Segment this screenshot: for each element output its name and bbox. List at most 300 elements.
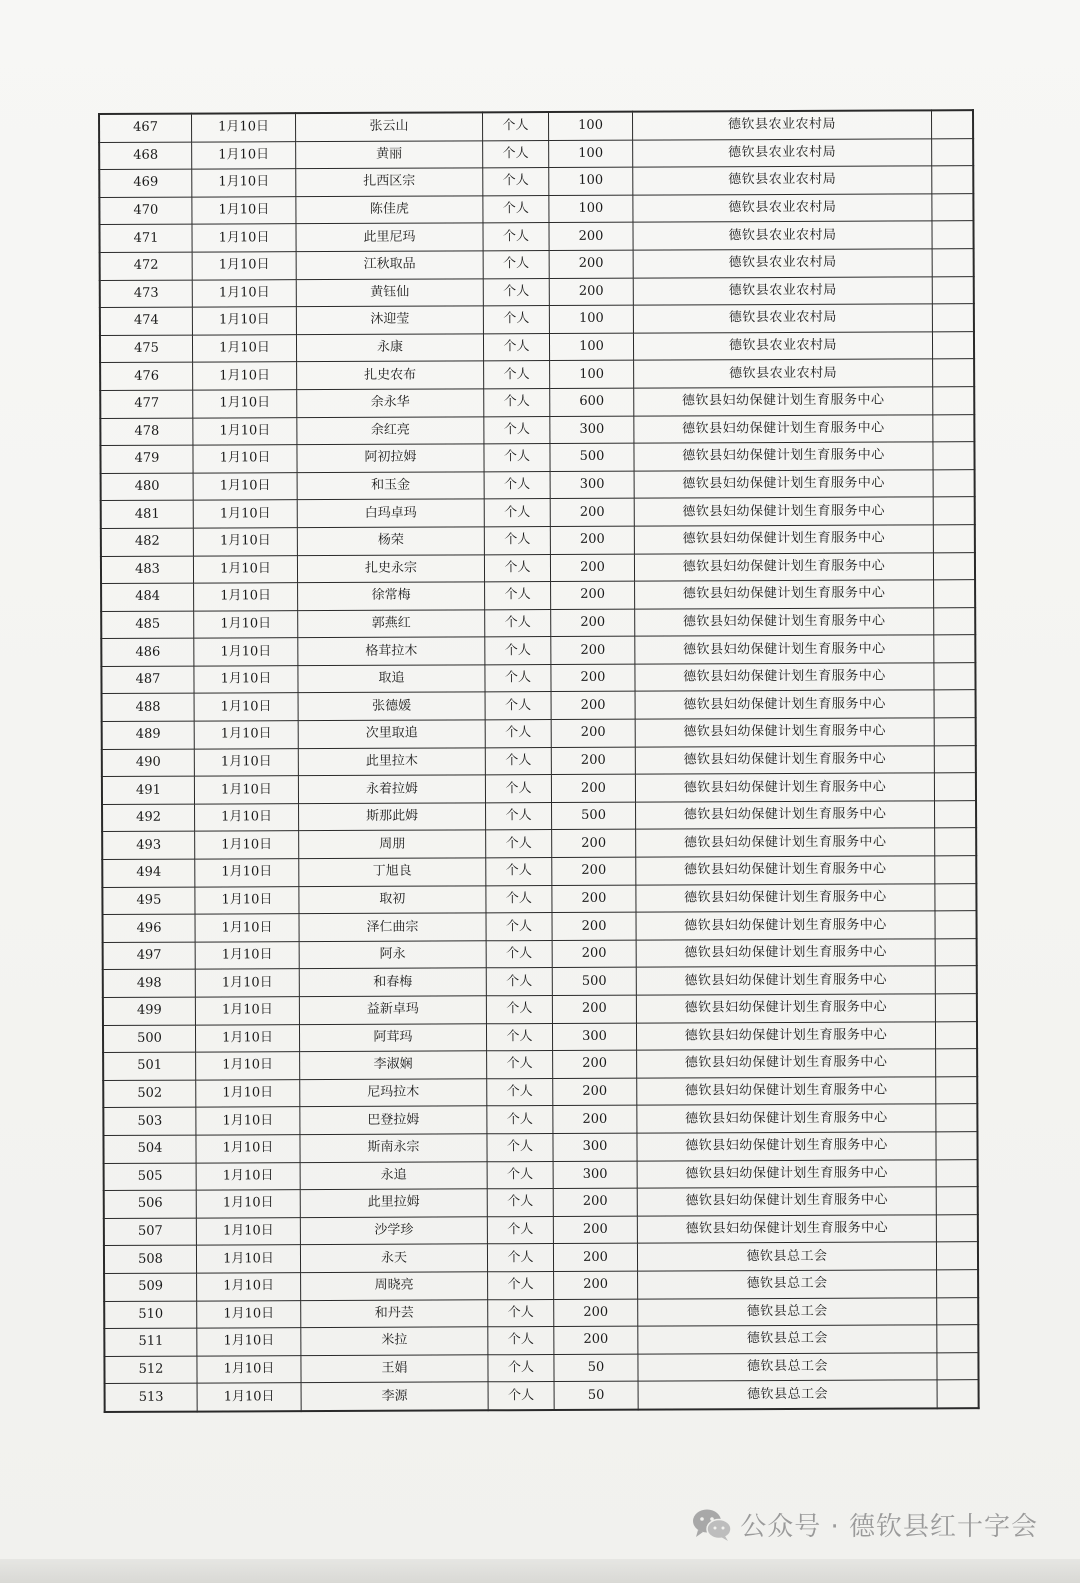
donor-organization: 德钦县农业农村局 bbox=[633, 304, 932, 333]
row-date: 1月10日 bbox=[193, 555, 297, 583]
row-note bbox=[932, 249, 974, 277]
donation-amount: 200 bbox=[551, 581, 635, 609]
donor-type: 个人 bbox=[485, 747, 551, 775]
row-note bbox=[934, 773, 976, 801]
row-date: 1月10日 bbox=[195, 886, 299, 914]
donor-name: 徐常梅 bbox=[298, 582, 485, 610]
donor-type: 个人 bbox=[486, 802, 552, 830]
donor-type: 个人 bbox=[487, 1161, 553, 1189]
donor-name: 江秋取品 bbox=[296, 251, 483, 279]
row-number: 506 bbox=[104, 1190, 197, 1218]
row-date: 1月10日 bbox=[193, 362, 297, 390]
table-row bbox=[100, 442, 974, 473]
donation-amount: 100 bbox=[549, 333, 633, 361]
donor-name: 白玛卓玛 bbox=[297, 499, 484, 527]
donor-type: 个人 bbox=[488, 1299, 554, 1327]
donor-type: 个人 bbox=[484, 416, 550, 444]
donor-organization: 德钦县妇幼保健计划生育服务中心 bbox=[636, 994, 935, 1023]
donor-name: 扎史永宗 bbox=[297, 554, 484, 582]
table-row bbox=[99, 138, 973, 169]
row-number: 499 bbox=[103, 997, 196, 1025]
donor-organization: 德钦县妇幼保健计划生育服务中心 bbox=[635, 746, 934, 775]
table-row bbox=[100, 387, 974, 418]
table-row bbox=[100, 304, 974, 335]
row-number: 479 bbox=[100, 445, 193, 473]
row-note bbox=[934, 607, 976, 635]
donor-name: 陈佳虎 bbox=[296, 196, 483, 224]
table-row bbox=[102, 690, 976, 721]
donor-name: 和春梅 bbox=[299, 968, 486, 996]
donor-type: 个人 bbox=[487, 1244, 553, 1272]
row-number: 476 bbox=[100, 362, 193, 390]
donor-organization: 德钦县妇幼保健计划生育服务中心 bbox=[634, 387, 933, 416]
row-note bbox=[936, 1076, 978, 1104]
donor-organization: 德钦县妇幼保健计划生育服务中心 bbox=[636, 828, 935, 857]
row-note bbox=[936, 1214, 978, 1242]
row-date: 1月10日 bbox=[196, 1079, 300, 1107]
row-number: 501 bbox=[103, 1052, 196, 1080]
donor-organization: 德钦县妇幼保健计划生育服务中心 bbox=[635, 718, 934, 747]
donor-name: 沙学珍 bbox=[300, 1217, 487, 1245]
table-row bbox=[101, 663, 975, 694]
donor-name: 郭燕红 bbox=[298, 610, 485, 638]
donation-amount: 600 bbox=[550, 388, 634, 416]
row-note bbox=[934, 718, 976, 746]
donor-organization: 德钦县农业农村局 bbox=[632, 110, 931, 139]
row-date: 1月10日 bbox=[194, 638, 298, 666]
row-date: 1月10日 bbox=[196, 1162, 300, 1190]
donor-type: 个人 bbox=[485, 775, 551, 803]
row-date: 1月10日 bbox=[196, 1245, 300, 1273]
row-number: 511 bbox=[104, 1328, 197, 1356]
row-note bbox=[932, 166, 974, 194]
table-row bbox=[104, 1187, 978, 1218]
donor-organization: 德钦县农业农村局 bbox=[633, 138, 932, 167]
donor-name: 余永华 bbox=[297, 389, 484, 417]
donor-type: 个人 bbox=[488, 1354, 554, 1382]
row-note bbox=[937, 1352, 979, 1380]
row-date: 1月10日 bbox=[196, 1107, 300, 1135]
donor-organization: 德钦县妇幼保健计划生育服务中心 bbox=[635, 635, 934, 664]
donation-amount: 200 bbox=[549, 278, 633, 306]
row-note bbox=[933, 552, 975, 580]
donor-organization: 德钦县妇幼保健计划生育服务中心 bbox=[636, 1021, 935, 1050]
table-row bbox=[103, 1049, 977, 1080]
donation-amount: 300 bbox=[553, 1133, 637, 1161]
donor-name: 张德媛 bbox=[298, 692, 485, 720]
donor-name: 格茸拉木 bbox=[298, 637, 485, 665]
table-row bbox=[100, 331, 974, 362]
scan-edge bbox=[0, 1559, 1080, 1583]
row-number: 512 bbox=[104, 1356, 197, 1384]
table-row bbox=[103, 1076, 977, 1107]
donation-amount: 200 bbox=[554, 1271, 638, 1299]
row-number: 492 bbox=[102, 804, 195, 832]
donation-amount: 200 bbox=[553, 1078, 637, 1106]
donor-organization: 德钦县妇幼保健计划生育服务中心 bbox=[636, 856, 935, 885]
row-date: 1月10日 bbox=[195, 941, 299, 969]
donor-type: 个人 bbox=[483, 168, 549, 196]
donor-organization: 德钦县农业农村局 bbox=[633, 332, 932, 361]
donor-organization: 德钦县总工会 bbox=[638, 1325, 937, 1354]
donor-type: 个人 bbox=[483, 195, 549, 223]
donation-amount: 200 bbox=[551, 719, 635, 747]
table-row bbox=[101, 552, 975, 583]
donor-type: 个人 bbox=[487, 1051, 553, 1079]
donor-organization: 德钦县妇幼保健计划生育服务中心 bbox=[634, 414, 933, 443]
table-row bbox=[102, 801, 976, 832]
donor-type: 个人 bbox=[485, 637, 551, 665]
table-row bbox=[102, 773, 976, 804]
row-note bbox=[933, 414, 975, 442]
row-number: 485 bbox=[101, 611, 194, 639]
row-number: 503 bbox=[103, 1107, 196, 1135]
table-row bbox=[100, 249, 974, 280]
donor-type: 个人 bbox=[486, 1023, 552, 1051]
donor-name: 尼玛拉木 bbox=[300, 1079, 487, 1107]
table-row bbox=[101, 580, 975, 611]
donation-amount: 200 bbox=[551, 747, 635, 775]
donor-name: 永康 bbox=[296, 334, 483, 362]
row-date: 1月10日 bbox=[196, 1052, 300, 1080]
row-note bbox=[936, 1159, 978, 1187]
table-row bbox=[104, 1214, 978, 1245]
donation-table bbox=[98, 109, 980, 1413]
donation-amount: 200 bbox=[549, 250, 633, 278]
donation-amount: 200 bbox=[553, 1188, 637, 1216]
donor-organization: 德钦县妇幼保健计划生育服务中心 bbox=[636, 939, 935, 968]
table-row bbox=[99, 110, 973, 142]
donor-name: 泽仁曲宗 bbox=[299, 913, 486, 941]
row-note bbox=[932, 304, 974, 332]
row-number: 498 bbox=[103, 969, 196, 997]
donation-amount: 200 bbox=[554, 1326, 638, 1354]
row-date: 1月10日 bbox=[197, 1383, 301, 1412]
row-note bbox=[933, 442, 975, 470]
row-number: 513 bbox=[105, 1383, 198, 1411]
donation-amount: 200 bbox=[551, 664, 635, 692]
donor-type: 个人 bbox=[483, 251, 549, 279]
row-date: 1月10日 bbox=[197, 1355, 301, 1383]
row-number: 507 bbox=[104, 1218, 197, 1246]
donor-organization: 德钦县农业农村局 bbox=[633, 166, 932, 195]
donor-type: 个人 bbox=[487, 1078, 553, 1106]
row-note bbox=[935, 801, 977, 829]
row-note bbox=[933, 469, 975, 497]
row-date: 1月10日 bbox=[194, 666, 298, 694]
row-date: 1月10日 bbox=[196, 1190, 300, 1218]
donor-organization: 德钦县妇幼保健计划生育服务中心 bbox=[634, 525, 933, 554]
donor-name: 斯南永宗 bbox=[300, 1134, 487, 1162]
donor-name: 取初 bbox=[299, 885, 486, 913]
donation-amount: 200 bbox=[551, 609, 635, 637]
row-number: 488 bbox=[102, 694, 195, 722]
row-date: 1月10日 bbox=[192, 113, 296, 142]
row-date: 1月10日 bbox=[194, 748, 298, 776]
row-number: 482 bbox=[101, 528, 194, 556]
row-date: 1月10日 bbox=[193, 445, 297, 473]
row-date: 1月10日 bbox=[197, 1273, 301, 1301]
donor-name: 王娟 bbox=[301, 1355, 488, 1383]
donation-amount: 200 bbox=[553, 1050, 637, 1078]
donor-name: 米拉 bbox=[301, 1327, 488, 1355]
donor-name: 丁旭良 bbox=[299, 858, 486, 886]
donor-organization: 德钦县农业农村局 bbox=[633, 221, 932, 250]
row-number: 508 bbox=[104, 1245, 197, 1273]
row-number: 497 bbox=[103, 942, 196, 970]
table-row bbox=[102, 883, 976, 914]
donor-organization: 德钦县妇幼保健计划生育服务中心 bbox=[637, 1215, 936, 1244]
row-date: 1月10日 bbox=[197, 1328, 301, 1356]
donation-amount: 50 bbox=[554, 1381, 638, 1409]
donor-type: 个人 bbox=[486, 968, 552, 996]
donation-amount: 200 bbox=[553, 1244, 637, 1272]
donor-name: 阿初拉姆 bbox=[297, 444, 484, 472]
donor-name: 黄丽 bbox=[296, 140, 483, 168]
donor-organization: 德钦县妇幼保健计划生育服务中心 bbox=[635, 690, 934, 719]
donor-type: 个人 bbox=[483, 278, 549, 306]
donor-organization: 德钦县农业农村局 bbox=[633, 276, 932, 305]
donation-amount: 200 bbox=[552, 995, 636, 1023]
donor-name: 李源 bbox=[301, 1382, 488, 1411]
donor-type: 个人 bbox=[486, 885, 552, 913]
donor-name: 永天 bbox=[300, 1244, 487, 1272]
row-note bbox=[936, 1049, 978, 1077]
row-note bbox=[933, 497, 975, 525]
donation-amount: 200 bbox=[554, 1299, 638, 1327]
donor-name: 周朋 bbox=[299, 830, 486, 858]
donor-organization: 德钦县妇幼保健计划生育服务中心 bbox=[635, 580, 934, 609]
donor-type: 个人 bbox=[484, 526, 550, 554]
row-date: 1月10日 bbox=[193, 390, 297, 418]
donor-name: 此里尼玛 bbox=[296, 223, 483, 251]
donation-amount: 300 bbox=[550, 416, 634, 444]
table-row bbox=[104, 1159, 978, 1190]
row-note bbox=[935, 828, 977, 856]
table-row bbox=[101, 469, 975, 500]
donor-type: 个人 bbox=[486, 830, 552, 858]
row-date: 1月10日 bbox=[194, 610, 298, 638]
table-row bbox=[102, 911, 976, 942]
donation-amount: 200 bbox=[551, 692, 635, 720]
donor-name: 张云山 bbox=[296, 112, 483, 141]
row-number: 481 bbox=[101, 500, 194, 528]
donor-organization: 德钦县妇幼保健计划生育服务中心 bbox=[637, 1104, 936, 1133]
row-note bbox=[936, 1104, 978, 1132]
donation-amount: 200 bbox=[553, 1216, 637, 1244]
row-number: 510 bbox=[104, 1301, 197, 1329]
row-number: 473 bbox=[100, 280, 193, 308]
row-note bbox=[931, 110, 973, 138]
donor-organization: 德钦县妇幼保健计划生育服务中心 bbox=[634, 442, 933, 471]
row-note bbox=[935, 911, 977, 939]
donor-name: 阿茸玛 bbox=[299, 1023, 486, 1051]
donor-name: 取追 bbox=[298, 665, 485, 693]
table-row bbox=[103, 966, 977, 997]
table-row bbox=[103, 1104, 977, 1135]
row-note bbox=[934, 663, 976, 691]
donor-name: 此里拉木 bbox=[298, 747, 485, 775]
donation-amount: 200 bbox=[552, 940, 636, 968]
row-date: 1月10日 bbox=[192, 279, 296, 307]
donor-type: 个人 bbox=[484, 388, 550, 416]
row-number: 490 bbox=[102, 749, 195, 777]
row-number: 496 bbox=[102, 914, 195, 942]
donation-amount: 100 bbox=[549, 305, 633, 333]
donation-amount: 200 bbox=[552, 857, 636, 885]
row-date: 1月10日 bbox=[194, 583, 298, 611]
donation-amount: 200 bbox=[549, 223, 633, 251]
row-date: 1月10日 bbox=[195, 831, 299, 859]
row-note bbox=[936, 1242, 978, 1270]
table-row bbox=[101, 635, 975, 666]
donor-type: 个人 bbox=[488, 1382, 554, 1410]
row-number: 509 bbox=[104, 1273, 197, 1301]
donor-organization: 德钦县妇幼保健计划生育服务中心 bbox=[635, 773, 934, 802]
row-number: 500 bbox=[103, 1025, 196, 1053]
watermark bbox=[692, 1506, 1038, 1543]
row-number: 477 bbox=[100, 390, 193, 418]
donor-organization: 德钦县妇幼保健计划生育服务中心 bbox=[637, 1159, 936, 1188]
row-number: 495 bbox=[102, 887, 195, 915]
row-note bbox=[933, 387, 975, 415]
donor-type: 个人 bbox=[483, 306, 549, 334]
donor-name: 永追 bbox=[300, 1161, 487, 1189]
table-row bbox=[104, 1242, 978, 1273]
row-note bbox=[935, 966, 977, 994]
table-row bbox=[103, 1021, 977, 1052]
donor-type: 个人 bbox=[485, 692, 551, 720]
row-note bbox=[932, 331, 974, 359]
donor-type: 个人 bbox=[485, 582, 551, 610]
donation-amount: 200 bbox=[550, 498, 634, 526]
row-date: 1月10日 bbox=[195, 914, 299, 942]
row-note bbox=[934, 580, 976, 608]
row-date: 1月10日 bbox=[195, 997, 299, 1025]
table-row bbox=[100, 414, 974, 445]
row-date: 1月10日 bbox=[192, 196, 296, 224]
donor-name: 巴登拉姆 bbox=[300, 1106, 487, 1134]
donor-type: 个人 bbox=[487, 1106, 553, 1134]
row-note bbox=[932, 193, 974, 221]
donor-organization: 德钦县总工会 bbox=[638, 1297, 937, 1326]
donor-name: 和丹芸 bbox=[301, 1299, 488, 1327]
donor-type: 个人 bbox=[484, 471, 550, 499]
donor-name: 和玉金 bbox=[297, 472, 484, 500]
table-row bbox=[103, 1132, 977, 1163]
row-number: 489 bbox=[102, 721, 195, 749]
row-number: 471 bbox=[99, 224, 192, 252]
row-note bbox=[932, 276, 974, 304]
table-row bbox=[103, 994, 977, 1025]
row-note bbox=[935, 994, 977, 1022]
table-row bbox=[102, 718, 976, 749]
table-row bbox=[103, 938, 977, 969]
row-date: 1月10日 bbox=[195, 969, 299, 997]
table-row bbox=[102, 745, 976, 776]
table-row bbox=[100, 276, 974, 307]
row-date: 1月10日 bbox=[192, 169, 296, 197]
row-date: 1月10日 bbox=[196, 1217, 300, 1245]
donor-type: 个人 bbox=[487, 1189, 553, 1217]
row-number: 470 bbox=[99, 197, 192, 225]
donation-amount: 200 bbox=[552, 830, 636, 858]
donation-amount: 100 bbox=[549, 112, 633, 140]
row-number: 484 bbox=[101, 583, 194, 611]
table-row bbox=[102, 856, 976, 887]
row-note bbox=[932, 221, 974, 249]
donor-type: 个人 bbox=[486, 996, 552, 1024]
donor-organization: 德钦县农业农村局 bbox=[634, 359, 933, 388]
donor-name: 沐迎莹 bbox=[296, 306, 483, 334]
row-date: 1月10日 bbox=[197, 1300, 301, 1328]
table-row bbox=[104, 1352, 978, 1383]
donor-type: 个人 bbox=[483, 112, 549, 140]
donor-organization: 德钦县总工会 bbox=[638, 1353, 937, 1382]
donor-organization: 德钦县妇幼保健计划生育服务中心 bbox=[637, 1132, 936, 1161]
row-date: 1月10日 bbox=[192, 252, 296, 280]
donation-amount: 200 bbox=[551, 636, 635, 664]
donation-amount: 200 bbox=[553, 1106, 637, 1134]
donation-amount: 200 bbox=[550, 554, 634, 582]
row-note bbox=[934, 635, 976, 663]
donor-organization: 德钦县妇幼保健计划生育服务中心 bbox=[637, 1049, 936, 1078]
donor-type: 个人 bbox=[484, 361, 550, 389]
donor-type: 个人 bbox=[486, 913, 552, 941]
table-row bbox=[99, 221, 973, 252]
donation-amount: 100 bbox=[549, 167, 633, 195]
donor-type: 个人 bbox=[488, 1327, 554, 1355]
donor-organization: 德钦县妇幼保健计划生育服务中心 bbox=[634, 552, 933, 581]
table-row bbox=[101, 607, 975, 638]
row-date: 1月10日 bbox=[193, 417, 297, 445]
donation-amount: 100 bbox=[550, 361, 634, 389]
row-note bbox=[932, 138, 974, 166]
donation-amount: 200 bbox=[550, 526, 634, 554]
row-number: 491 bbox=[102, 776, 195, 804]
row-date: 1月10日 bbox=[195, 1024, 299, 1052]
row-note bbox=[935, 856, 977, 884]
donor-type: 个人 bbox=[484, 499, 550, 527]
donor-type: 个人 bbox=[484, 554, 550, 582]
row-number: 478 bbox=[100, 418, 193, 446]
row-number: 494 bbox=[102, 859, 195, 887]
table-row bbox=[102, 828, 976, 859]
donation-amount: 100 bbox=[549, 195, 633, 223]
donor-organization: 德钦县总工会 bbox=[638, 1270, 937, 1299]
donor-organization: 德钦县妇幼保健计划生育服务中心 bbox=[635, 608, 934, 637]
row-date: 1月10日 bbox=[193, 528, 297, 556]
donor-name: 黄钰仙 bbox=[296, 278, 483, 306]
donor-type: 个人 bbox=[487, 1216, 553, 1244]
donor-organization: 德钦县农业农村局 bbox=[633, 194, 932, 223]
donation-amount: 500 bbox=[552, 968, 636, 996]
table-row bbox=[101, 525, 975, 556]
row-number: 480 bbox=[101, 473, 194, 501]
row-number: 467 bbox=[99, 114, 192, 142]
donor-organization: 德钦县农业农村局 bbox=[633, 249, 932, 278]
row-number: 502 bbox=[103, 1080, 196, 1108]
row-note bbox=[934, 745, 976, 773]
donor-organization: 德钦县妇幼保健计划生育服务中心 bbox=[636, 966, 935, 995]
donor-type: 个人 bbox=[485, 664, 551, 692]
row-note bbox=[935, 883, 977, 911]
row-number: 469 bbox=[99, 169, 192, 197]
row-number: 468 bbox=[99, 142, 192, 170]
donor-name: 扎西区宗 bbox=[296, 168, 483, 196]
row-number: 504 bbox=[103, 1135, 196, 1163]
row-number: 487 bbox=[101, 666, 194, 694]
